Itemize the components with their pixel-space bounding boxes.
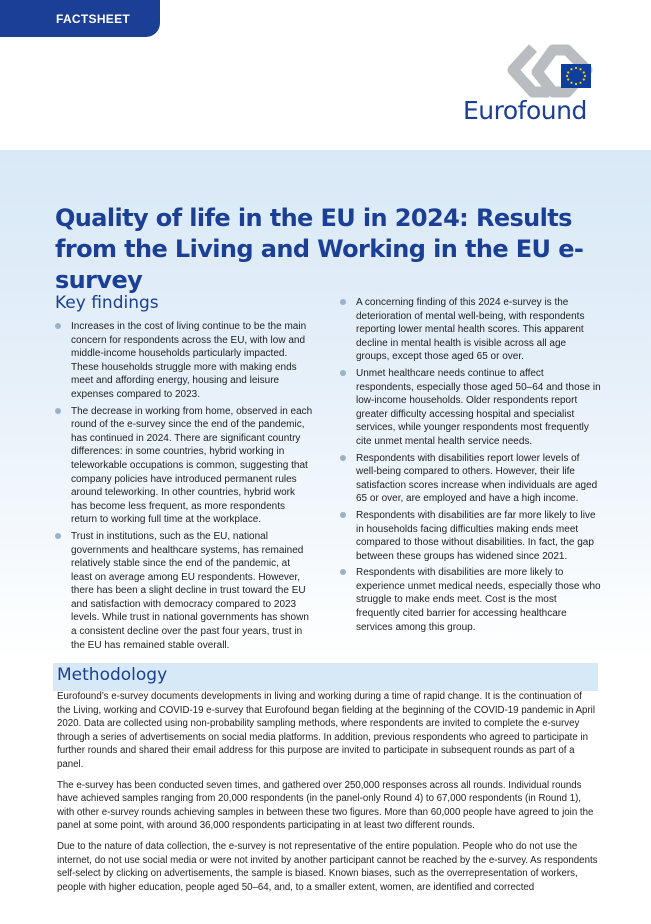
methodology-heading: Methodology — [57, 665, 168, 685]
page-title: Quality of life in the EU in 2024: Results from the Living and Working in the EU e-survey — [55, 204, 584, 294]
bullet-icon — [340, 569, 346, 575]
key-findings-heading: Key findings — [55, 293, 159, 313]
key-findings-left-column — [55, 320, 313, 655]
eurofound-logo-icon — [503, 38, 599, 104]
key-findings-right-column — [340, 296, 602, 637]
finding-item: Unmet healthcare needs continue to affect respondents, especially those aged 50–64 and those in low-income households. Older respondents report greater difficulty accessing hospital and specialist services, while younger respondents most frequently cite unmet mental health service needs. — [340, 367, 602, 449]
methodology-paragraph: Due to the nature of data collection, the e-survey is not representative of the entire population. People who do not use the internet, do not use social media or were not invited by another participant cannot be reached by the e-survey. As respondents self-select by clicking on advertisements, the sample is biased. Known biases, such as the overrepresentation of workers, people with higher education, people aged 50–64, and, to a smaller extent, women, are identified and corrected — [57, 840, 598, 893]
eurofound-logo-text: Eurofound — [463, 96, 587, 125]
bullet-icon — [55, 323, 61, 329]
finding-item: Trust in institutions, such as the EU, national governments and healthcare systems, has remained relatively stable since the end of the pandemic, at least on average among EU respondents. However, there has been a slight decline in trust toward the EU and satisfaction with democracy compared to 2023 levels. While trust in national governments has shown a consistent decline over the past four years, trust in the EU has remained stable overall. — [55, 530, 313, 652]
finding-item: Respondents with disabilities are far more likely to live in households facing difficulties making ends meet compared to those without disabilities. In fact, the gap between these groups has widened since 2021. — [340, 509, 602, 563]
methodology-paragraph: Eurofound’s e-survey documents developments in living and working during a time of rapid change. It is the continuation of the Living, working and COVID-19 e-survey that Eurofound began fielding at the beginning of the COVID-19 pandemic in April 2020. Data are collected using non-probability sampling methods, where respondents are invited to complete the e-survey through a series of advertisements on social media platforms. In addition, previous respondents who agreed to participate in further rounds and shared their email address for this purpose are invited to participate in subsequent rounds as part of a panel. — [57, 691, 595, 770]
finding-item: A concerning finding of this 2024 e-survey is the deterioration of mental well-being, with respondents reporting lower mental health scores. This apparent decline in mental health is visible across all age groups, except those aged 65 or over. — [340, 296, 602, 364]
finding-item: Respondents with disabilities report lower levels of well-being compared to others. However, their life satisfaction scores increase when individuals are aged 65 or over, are employed and have a high income. — [340, 452, 602, 506]
methodology-body — [57, 690, 598, 901]
factsheet-tag: FACTSHEET — [0, 0, 160, 37]
bullet-icon — [340, 512, 346, 518]
finding-item: The decrease in working from home, observed in each round of the e-survey since the end of the pandemic, has continued in 2024. There are significant country differences: in some countries, hybrid working in teleworkable occupations is common, suggesting that company policies have introduced permanent rules around teleworking. In other countries, hybrid work has become less frequent, as more respondents return to working full time at the workplace. — [55, 405, 313, 527]
bullet-icon — [55, 533, 61, 539]
finding-item: Respondents with disabilities are more likely to experience unmet medical needs, especially those who struggle to make ends meet. Cost is the most frequently cited barrier for accessing healthcare services among this group. — [340, 566, 602, 634]
finding-item: Increases in the cost of living continue to be the main concern for respondents across the EU, with low and middle-income households particularly impacted. These households struggle more with making ends meet and affording energy, housing and leisure expenses compared to 2023. — [55, 320, 313, 402]
methodology-paragraph: The e-survey has been conducted seven times, and gathered over 250,000 responses across all rounds. Individual rounds have achieved samples ranging from 20,000 respondents (in the panel-only Round 4) to 67,000 respondents (in Round 1), with other e-survey rounds achieving samples in between these two figures. More than 60,000 people have agreed to join the panel at some point, with around 36,000 respondents participating in at least two different rounds. — [57, 779, 594, 832]
bullet-icon — [340, 299, 346, 305]
bullet-icon — [340, 455, 346, 461]
bullet-icon — [340, 370, 346, 376]
bullet-icon — [55, 408, 61, 414]
